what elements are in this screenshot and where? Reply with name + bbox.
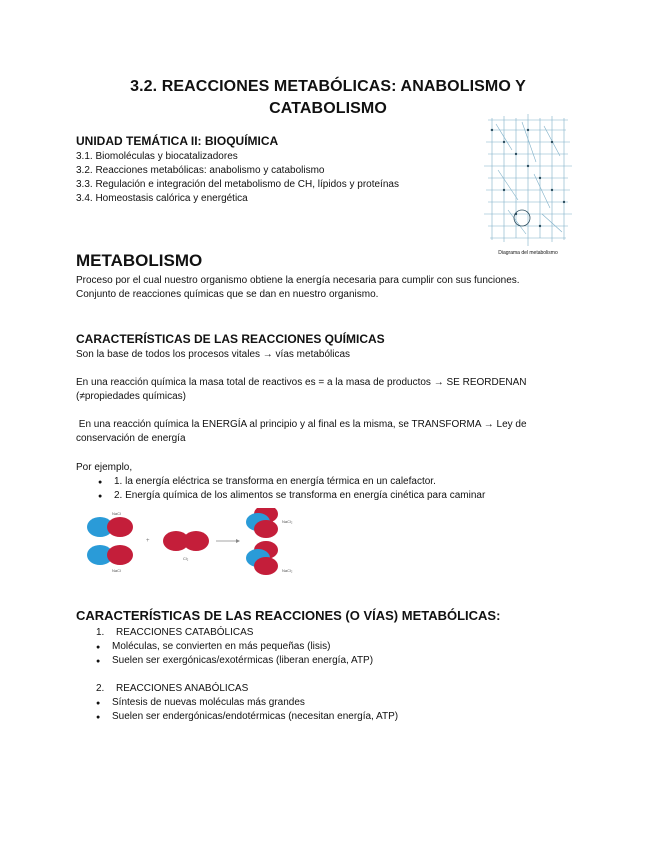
- list-number: 2.: [96, 683, 105, 694]
- list-label: REACCIONES CATABÓLICAS: [116, 627, 254, 638]
- plus-sign: +: [146, 538, 150, 544]
- quimicas-p3-line-1: En una reacción química la ENERGÍA al principio y al final es la misma, se TRANSFORMA → Ley de: [76, 419, 527, 430]
- anabolic-sublist: [96, 696, 576, 724]
- quimicas-heading: CARACTERÍSTICAS DE LAS REACCIONES QUÍMICAS: [76, 332, 385, 346]
- quimicas-p3-line-2: conservación de energía: [76, 433, 186, 444]
- list-item: ● Síntesis de nuevas moléculas más grandes: [96, 696, 576, 710]
- quimicas-paragraph-2: [76, 376, 576, 404]
- metabolismo-heading: METABOLISMO: [76, 251, 203, 270]
- molecule-reaction-figure: [84, 508, 314, 576]
- list-label: REACCIONES ANABÓLICAS: [116, 683, 249, 694]
- metabolicas-heading: CARACTERÍSTICAS DE LAS REACCIONES (O VÍAS) METABÓLICAS:: [76, 608, 501, 623]
- label-nacl2-top: NaCl₂: [282, 519, 293, 524]
- unit-item: 3.1. Biomoléculas y biocatalizadores: [76, 151, 238, 162]
- quimicas-line-1: Son la base de todos los procesos vitales → vías metabólicas: [76, 349, 351, 360]
- unit-item: 3.4. Homeostasis calórica y energética: [76, 193, 248, 204]
- anabolic-list-item: [96, 682, 576, 724]
- cl2-molecule: [163, 531, 209, 551]
- metabolism-diagram-image: [478, 110, 578, 258]
- catabolic-list-item: [96, 626, 576, 668]
- ejemplo-label: Por ejemplo,: [76, 462, 133, 473]
- metabolismo-line-1: Proceso por el cual nuestro organismo obtiene la energía necesaria para cumplir con sus funciones.: [76, 275, 520, 286]
- metabolismo-text: [76, 274, 576, 302]
- label-nacl-bottom: NaCl: [112, 568, 121, 573]
- metabolismo-line-2: Conjunto de reacciones químicas que se dan en nuestro organismo.: [76, 289, 379, 300]
- nacl2-molecule-bottom: [246, 541, 278, 575]
- unit-item: 3.3. Regulación e integración del metabolismo de CH, lípidos y proteínas: [76, 179, 399, 190]
- unit-title: UNIDAD TEMÁTICA II: BIOQUÍMICA: [76, 134, 279, 148]
- nacl-molecule-top: [87, 517, 133, 537]
- quimicas-p2-line-1: En una reacción química la masa total de reactivos es = a la masa de productos → SE REORDENAN: [76, 377, 527, 388]
- list-item: ● 2. Energía química de los alimentos se transforma en energía cinética para caminar: [98, 489, 576, 503]
- unit-item: 3.2. Reacciones metabólicas: anabolismo y catabolismo: [76, 165, 325, 176]
- nacl-molecule-bottom: [87, 545, 133, 565]
- label-cl2: Cl₂: [183, 556, 189, 561]
- unit-section: [76, 134, 466, 206]
- label-nacl-top: NaCl: [112, 511, 121, 516]
- title-line-1: 3.2. REACCIONES METABÓLICAS: ANABOLISMO Y: [130, 78, 526, 95]
- label-nacl2-bottom: NaCl₂: [282, 568, 293, 573]
- list-item: ● 1. la energía eléctrica se transforma en energía térmica en un calefactor.: [98, 475, 576, 489]
- ejemplo-block: [76, 461, 576, 503]
- nacl2-molecule-top: [246, 508, 278, 538]
- title-line-2: CATABOLISMO: [269, 100, 387, 117]
- list-number: 1.: [96, 627, 105, 638]
- quimicas-paragraph-3: [76, 418, 576, 446]
- list-item: ● Suelen ser endergónicas/endotérmicas (necesitan energía, ATP): [96, 710, 576, 724]
- diagram-caption: Diagrama del metabolismo: [498, 250, 558, 256]
- list-item: ● Moléculas, se convierten en más pequeñas (lisis): [96, 640, 576, 654]
- catabolic-sublist: [96, 640, 576, 668]
- ejemplo-list: [98, 475, 576, 503]
- list-item: ● Suelen ser exergónicas/exotérmicas (liberan energía, ATP): [96, 654, 576, 668]
- quimicas-p2-line-2: (≠propiedades químicas): [76, 391, 186, 402]
